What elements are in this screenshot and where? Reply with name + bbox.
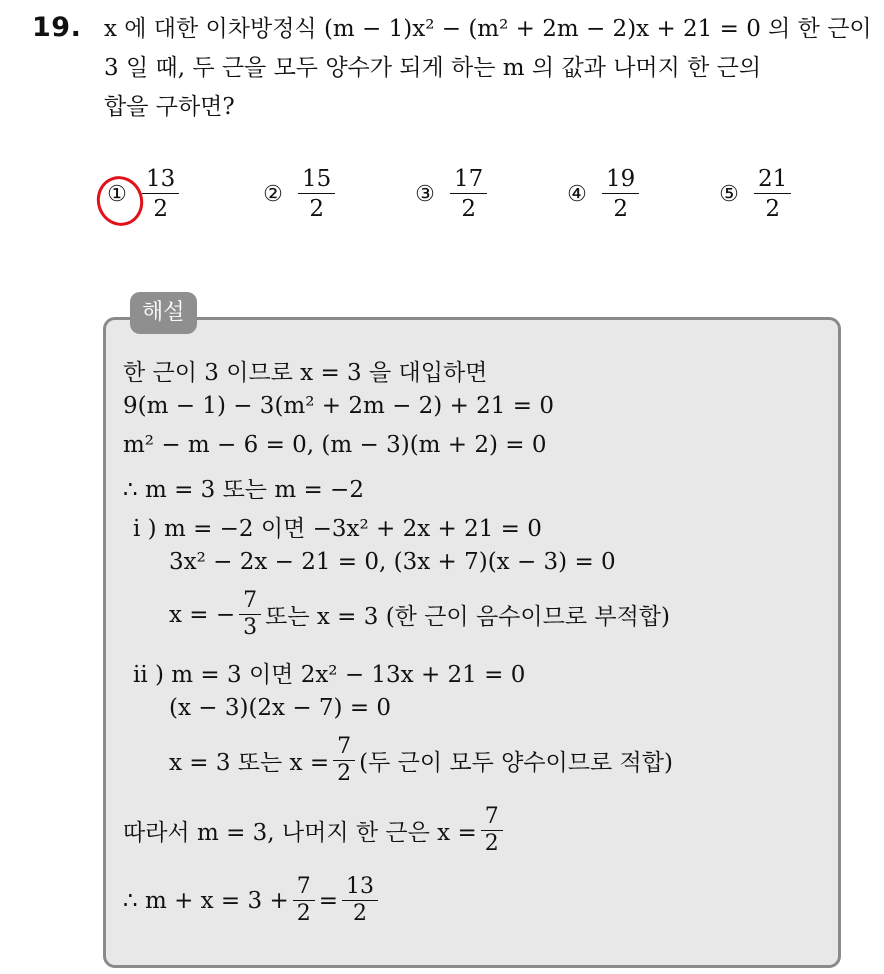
choice-5[interactable]: [712, 165, 791, 224]
fraction: $\frac{7}{3}$: [239, 588, 261, 641]
answer-choices: [100, 165, 860, 235]
solution-line: x = 3 또는 x = $\frac{7}{2}$ (두 근이 모두 양수이므로 적합): [169, 734, 673, 786]
solution-line: ii ) m = 3 이면 2x² − 13x + 21 = 0: [133, 662, 526, 688]
choice-1[interactable]: [100, 165, 179, 224]
choice-label: ⑤: [719, 182, 739, 207]
choice-label: ②: [263, 182, 283, 207]
choice-label: ①: [100, 182, 134, 207]
question-number: 19.: [32, 12, 82, 43]
fraction: $\frac{7}{2}$: [333, 734, 355, 787]
fraction: $\frac{7}{2}$: [293, 874, 315, 927]
solution-tab: 해설: [130, 292, 197, 334]
choice-4[interactable]: [560, 165, 639, 224]
choice-fraction: $\frac{15}{2}$: [298, 165, 335, 224]
choice-fraction: $\frac{17}{2}$: [450, 165, 487, 224]
choice-3[interactable]: [408, 165, 487, 224]
choice-fraction: $\frac{19}{2}$: [602, 165, 639, 224]
choice-fraction: $\frac{21}{2}$: [754, 165, 791, 224]
choice-label: ③: [415, 182, 435, 207]
solution-line: i ) m = −2 이면 −3x² + 2x + 21 = 0: [133, 516, 542, 542]
solution-line: ∴ m = 3 또는 m = −2: [123, 477, 364, 503]
solution-line: x = − $\frac{7}{3}$ 또는 x = 3 (한 근이 음수이므로 부적합): [169, 588, 670, 640]
solution-line: ∴ m + x = 3 + $\frac{7}{2}$ = $\frac{13}{2}$: [123, 874, 382, 927]
solution-line: 따라서 m = 3, 나머지 한 근은 x = $\frac{7}{2}$: [123, 804, 507, 857]
question-line: x 에 대한 이차방정식 (m − 1)x² − (m² + 2m − 2)x + 21 = 0 의 한 근이: [104, 16, 872, 42]
solution-line: 한 근이 3 이므로 x = 3 을 대입하면: [123, 360, 488, 386]
solution-line: m² − m − 6 = 0, (m − 3)(m + 2) = 0: [123, 432, 547, 458]
solution-line: 9(m − 1) − 3(m² + 2m − 2) + 21 = 0: [123, 393, 554, 419]
fraction: $\frac{13}{2}$: [342, 874, 378, 927]
solution-line: (x − 3)(2x − 7) = 0: [169, 695, 392, 721]
fraction: $\frac{7}{2}$: [481, 804, 503, 857]
question-line: 3 일 때, 두 근을 모두 양수가 되게 하는 m 의 값과 나머지 한 근의: [104, 55, 762, 81]
choice-fraction: $\frac{13}{2}$: [142, 165, 179, 224]
choice-label: ④: [567, 182, 587, 207]
question-text: [104, 10, 872, 127]
answer-mark-circle: [90, 170, 149, 232]
choice-2[interactable]: [256, 165, 335, 224]
solution-line: 3x² − 2x − 21 = 0, (3x + 7)(x − 3) = 0: [169, 549, 616, 575]
question-line: 합을 구하면?: [104, 94, 235, 120]
